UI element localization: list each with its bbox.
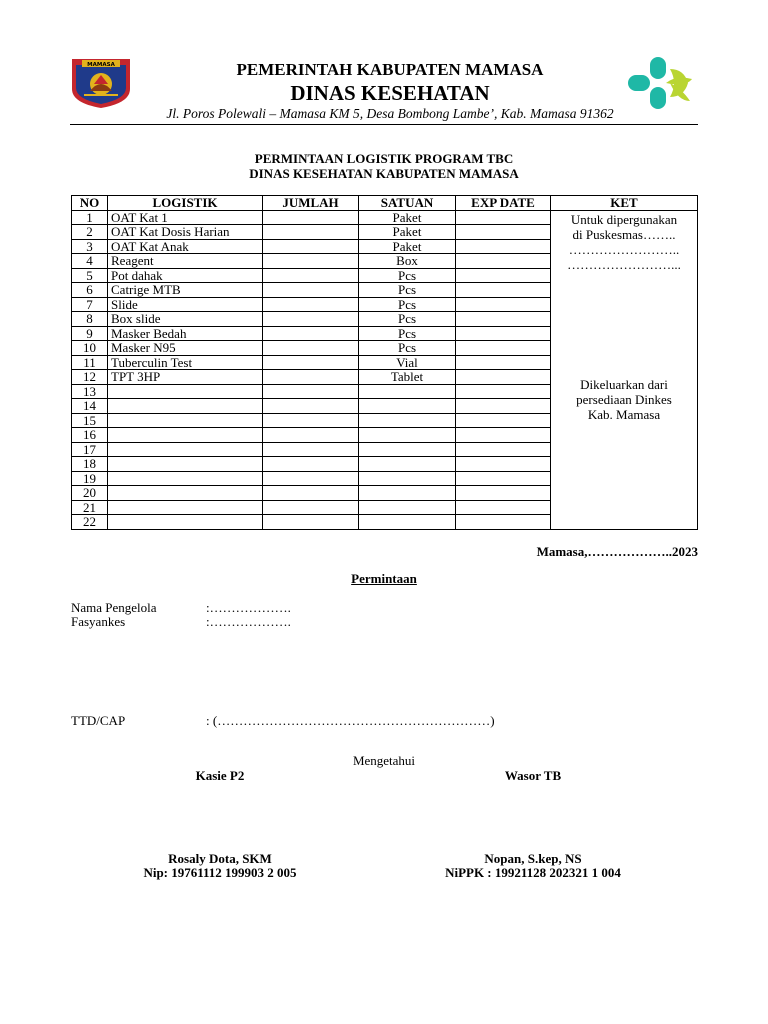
item-name: Box slide: [108, 312, 263, 327]
row-number: 3: [72, 239, 108, 254]
exp-date-cell[interactable]: [456, 297, 551, 312]
quantity-cell[interactable]: [263, 442, 359, 457]
row-number: 18: [72, 457, 108, 472]
item-name: [108, 428, 263, 443]
kabupaten-mamasa-logo: [70, 57, 132, 109]
table-row: [72, 210, 698, 225]
exp-date-cell[interactable]: [456, 442, 551, 457]
unit-cell: [359, 515, 456, 530]
exp-date-cell[interactable]: [456, 515, 551, 530]
quantity-cell[interactable]: [263, 297, 359, 312]
unit-cell: Paket: [359, 210, 456, 225]
row-number: 15: [72, 413, 108, 428]
left-signatory-id: Nip: 19761112 199903 2 005: [143, 865, 297, 880]
unit-cell: [359, 457, 456, 472]
quantity-cell[interactable]: [263, 254, 359, 269]
unit-cell: Pcs: [359, 268, 456, 283]
quantity-cell[interactable]: [263, 471, 359, 486]
column-header: NO: [72, 196, 108, 211]
ttd-label: TTD/CAP: [71, 713, 126, 728]
exp-date-cell[interactable]: [456, 471, 551, 486]
quantity-cell[interactable]: [263, 515, 359, 530]
ket-line: Dikeluarkan dari: [580, 376, 668, 392]
unit-cell: [359, 500, 456, 515]
unit-cell: Vial: [359, 355, 456, 370]
row-number: 6: [72, 283, 108, 298]
ket-usage-note: [551, 212, 697, 272]
item-name: [108, 486, 263, 501]
item-name: [108, 471, 263, 486]
exp-date-cell[interactable]: [456, 254, 551, 269]
quantity-cell[interactable]: [263, 268, 359, 283]
row-number: 11: [72, 355, 108, 370]
quantity-cell[interactable]: [263, 326, 359, 341]
quantity-cell[interactable]: [263, 428, 359, 443]
row-number: 4: [72, 254, 108, 269]
row-number: 1: [72, 210, 108, 225]
exp-date-cell[interactable]: [456, 239, 551, 254]
unit-cell: Box: [359, 254, 456, 269]
logistics-table: [71, 195, 698, 530]
row-number: 20: [72, 486, 108, 501]
document-title: PERMINTAAN LOGISTIK PROGRAM TBC: [254, 151, 514, 166]
row-number: 9: [72, 326, 108, 341]
quantity-cell[interactable]: [263, 384, 359, 399]
exp-date-cell[interactable]: [456, 384, 551, 399]
exp-date-cell[interactable]: [456, 457, 551, 472]
fasyankes-label: Fasyankes: [71, 614, 126, 629]
svg-text:MAMASA: MAMASA: [87, 62, 115, 68]
unit-cell: Pcs: [359, 297, 456, 312]
quantity-cell[interactable]: [263, 413, 359, 428]
item-name: [108, 384, 263, 399]
exp-date-cell[interactable]: [456, 370, 551, 385]
name-value[interactable]: :……………….: [206, 600, 291, 615]
item-name: Reagent: [108, 254, 263, 269]
column-header: KET: [551, 196, 698, 211]
ket-line: persediaan Dinkes: [576, 391, 672, 407]
unit-cell: [359, 486, 456, 501]
row-number: 5: [72, 268, 108, 283]
ket-source-note: [551, 377, 697, 422]
unit-cell: Pcs: [359, 283, 456, 298]
office-address: Jl. Poros Polewali – Mamasa KM 5, Desa Bombong Lambe’, Kab. Mamasa 91362: [166, 106, 614, 121]
exp-date-cell[interactable]: [456, 283, 551, 298]
ket-line: Kab. Mamasa: [587, 406, 661, 422]
unit-cell: Tablet: [359, 370, 456, 385]
exp-date-cell[interactable]: [456, 399, 551, 414]
row-number: 10: [72, 341, 108, 356]
name-label: Nama Pengelola: [71, 600, 157, 615]
unit-cell: Pcs: [359, 312, 456, 327]
exp-date-cell[interactable]: [456, 268, 551, 283]
row-number: 2: [72, 225, 108, 240]
quantity-cell[interactable]: [263, 370, 359, 385]
column-header: EXP DATE: [456, 196, 551, 211]
exp-date-cell[interactable]: [456, 355, 551, 370]
item-name: [108, 515, 263, 530]
left-signatory-role: Kasie P2: [195, 768, 245, 783]
row-number: 7: [72, 297, 108, 312]
exp-date-cell[interactable]: [456, 326, 551, 341]
header-divider: [70, 124, 698, 125]
unit-cell: [359, 413, 456, 428]
ket-line: Untuk dipergunakan: [570, 211, 678, 227]
item-name: Masker Bedah: [108, 326, 263, 341]
ttd-value[interactable]: : (………………………………………………………): [206, 713, 495, 728]
ket-line: ……………………..: [568, 241, 680, 257]
item-name: [108, 413, 263, 428]
item-name: Masker N95: [108, 341, 263, 356]
row-number: 8: [72, 312, 108, 327]
quantity-cell[interactable]: [263, 312, 359, 327]
unit-cell: [359, 428, 456, 443]
exp-date-cell[interactable]: [456, 225, 551, 240]
exp-date-cell[interactable]: [456, 312, 551, 327]
exp-date-cell[interactable]: [456, 413, 551, 428]
item-name: Tuberculin Test: [108, 355, 263, 370]
unit-cell: [359, 384, 456, 399]
right-signatory-role: Wasor TB: [504, 768, 562, 783]
fasyankes-value[interactable]: :……………….: [206, 614, 291, 629]
kemenkes-logo: [626, 55, 698, 111]
ket-line: ……………………...: [567, 256, 681, 272]
item-name: TPT 3HP: [108, 370, 263, 385]
unit-cell: [359, 399, 456, 414]
unit-cell: Pcs: [359, 326, 456, 341]
row-number: 22: [72, 515, 108, 530]
quantity-cell[interactable]: [263, 210, 359, 225]
exp-date-cell[interactable]: [456, 486, 551, 501]
item-name: OAT Kat 1: [108, 210, 263, 225]
unit-cell: [359, 471, 456, 486]
column-header: JUMLAH: [263, 196, 359, 211]
office-name: DINAS KESEHATAN: [290, 81, 490, 105]
item-name: Slide: [108, 297, 263, 312]
quantity-cell[interactable]: [263, 341, 359, 356]
item-name: [108, 442, 263, 457]
right-signatory-id: NiPPK : 19921128 202321 1 004: [445, 865, 621, 880]
unit-cell: [359, 442, 456, 457]
quantity-cell[interactable]: [263, 239, 359, 254]
quantity-cell[interactable]: [263, 225, 359, 240]
quantity-cell[interactable]: [263, 355, 359, 370]
left-signatory-name: Rosaly Dota, SKM: [168, 851, 272, 866]
exp-date-cell[interactable]: [456, 210, 551, 225]
item-name: Catrige MTB: [108, 283, 263, 298]
item-name: OAT Kat Dosis Harian: [108, 225, 263, 240]
section-title: Permintaan: [351, 571, 417, 586]
quantity-cell[interactable]: [263, 486, 359, 501]
exp-date-cell[interactable]: [456, 428, 551, 443]
unit-cell: Paket: [359, 225, 456, 240]
mengetahui-label: Mengetahui: [352, 753, 416, 768]
row-number: 16: [72, 428, 108, 443]
row-number: 19: [72, 471, 108, 486]
government-name: PEMERINTAH KABUPATEN MAMASA: [236, 60, 544, 79]
table-header-row: [72, 196, 698, 211]
row-number: 21: [72, 500, 108, 515]
row-number: 14: [72, 399, 108, 414]
row-number: 13: [72, 384, 108, 399]
quantity-cell[interactable]: [263, 457, 359, 472]
ket-cell: [551, 210, 698, 529]
quantity-cell[interactable]: [263, 283, 359, 298]
column-header: SATUAN: [359, 196, 456, 211]
row-number: 12: [72, 370, 108, 385]
unit-cell: Paket: [359, 239, 456, 254]
column-header: LOGISTIK: [108, 196, 263, 211]
quantity-cell[interactable]: [263, 500, 359, 515]
row-number: 17: [72, 442, 108, 457]
quantity-cell[interactable]: [263, 399, 359, 414]
item-name: OAT Kat Anak: [108, 239, 263, 254]
item-name: Pot dahak: [108, 268, 263, 283]
item-name: [108, 399, 263, 414]
item-name: [108, 500, 263, 515]
ket-line: di Puskesmas……..: [572, 226, 676, 242]
item-name: [108, 457, 263, 472]
exp-date-cell[interactable]: [456, 341, 551, 356]
right-signatory-name: Nopan, S.kep, NS: [484, 851, 582, 866]
document-subtitle: DINAS KESEHATAN KABUPATEN MAMASA: [249, 166, 519, 181]
document-date: Mamasa,………………..2023: [536, 544, 698, 559]
unit-cell: Pcs: [359, 341, 456, 356]
exp-date-cell[interactable]: [456, 500, 551, 515]
